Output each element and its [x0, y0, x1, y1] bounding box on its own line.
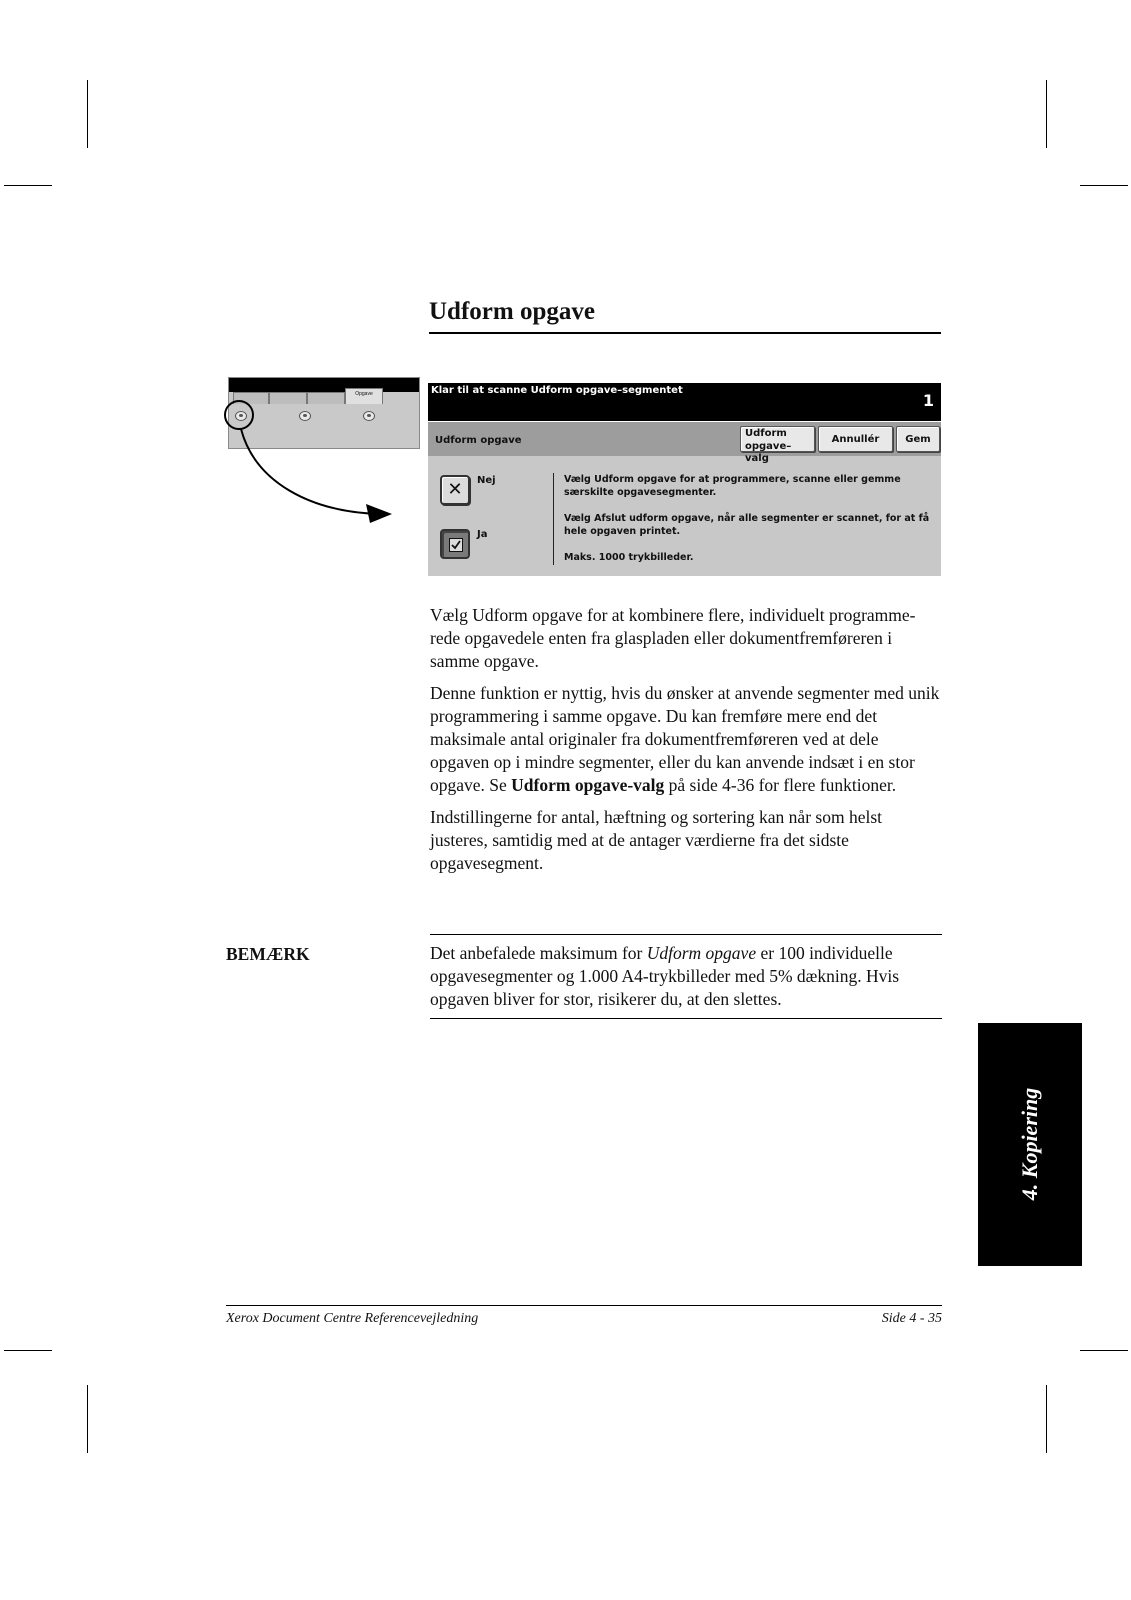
footer-title: Xerox Document Centre Referencevejledning	[226, 1311, 479, 1326]
help-text: Vælg Udform opgave for at programmere, scanne eller gemme særskilte opgavesegmenter.	[564, 474, 901, 498]
status-text: Klar til at scanne Udform opgave–segmentet	[431, 385, 683, 396]
chapter-tab	[978, 1023, 1082, 1266]
check-icon	[449, 538, 463, 552]
crop-mark	[87, 80, 88, 148]
page-title: Udform opgave	[429, 296, 941, 334]
copy-counter: 1	[922, 391, 934, 410]
note-box	[430, 934, 942, 1019]
paragraph-text: på side 4-36 for flere funktioner.	[664, 775, 897, 795]
cancel-button[interactable]	[818, 426, 893, 452]
crop-mark	[1080, 1350, 1128, 1351]
callout-arrow-icon	[220, 392, 400, 532]
note-text: er 100 individuelle opgavesegmenter og 1.000 A4-trykbilleder med 5% dækning. Hvis opgaven bliver for stor, risikerer du, at den slettes.	[430, 943, 900, 1009]
x-icon: ✕	[447, 479, 463, 500]
feature-bar	[428, 421, 941, 464]
button-label: Udform	[745, 428, 787, 439]
option-no-button[interactable]	[440, 475, 470, 505]
note-text: Det anbefalede maksimum for	[430, 943, 647, 963]
help-text: Maks. 1000 trykbilleder.	[564, 552, 694, 563]
option-yes-label: Ja	[477, 529, 488, 540]
cross-reference: Udform opgave-valg	[511, 775, 665, 795]
feature-title: Udform opgave	[435, 435, 522, 446]
page-number: Side 4 - 35	[881, 1311, 942, 1326]
note-label: BEMÆRK	[226, 944, 310, 964]
option-no-label: Nej	[477, 475, 496, 486]
note-emphasis: Udform opgave	[646, 943, 757, 963]
build-job-options-button[interactable]	[740, 426, 815, 464]
paragraph: Indstillingerne for antal, hæftning og sortering kan når som helst justeres, samtidig med at de antager værdierne fra det sidste opgavesegment.	[430, 807, 882, 873]
paragraph: Vælg Udform opgave for at kombinere flere, individuelt programme-rede opgavedele enten fra glaspladen eller dokumentfremføreren i samme opgave.	[430, 605, 916, 671]
crop-mark	[1080, 185, 1128, 186]
save-button[interactable]	[896, 426, 940, 452]
button-label: opgave–valg	[745, 441, 792, 464]
chapter-tab-label: 4. Kopiering	[1017, 1087, 1042, 1201]
paragraph	[430, 682, 942, 797]
body-text	[430, 604, 942, 884]
crop-mark	[1046, 1385, 1047, 1453]
button-label: Annullér	[831, 434, 880, 445]
panel-display	[229, 378, 419, 392]
option-yes-button[interactable]	[440, 529, 470, 559]
help-text: Vælg Afslut udform opgave, når alle segmenter er scannet, for at få hele opgaven printet.	[564, 513, 930, 537]
footer-rule	[226, 1305, 942, 1306]
panel-tab-opgave: Opgave	[345, 388, 383, 404]
button-label: Gem	[905, 434, 931, 445]
paragraph-text: Denne funktion er nyttig, hvis du ønsker at anvende segmenter med unik programmering i samme opgave. Du kan fremføre mere end det maksimale antal originaler fra dokumentfremføreren ved at dele opgaven op i mindre segmenter, eller du kan anvende indsæt i en stor opgave. Se	[430, 683, 940, 795]
crop-mark	[4, 185, 52, 186]
divider	[553, 473, 554, 565]
status-bar	[428, 383, 941, 421]
crop-mark	[4, 1350, 52, 1351]
crop-mark	[1046, 80, 1047, 148]
touch-screen	[428, 383, 941, 576]
crop-mark	[87, 1385, 88, 1453]
